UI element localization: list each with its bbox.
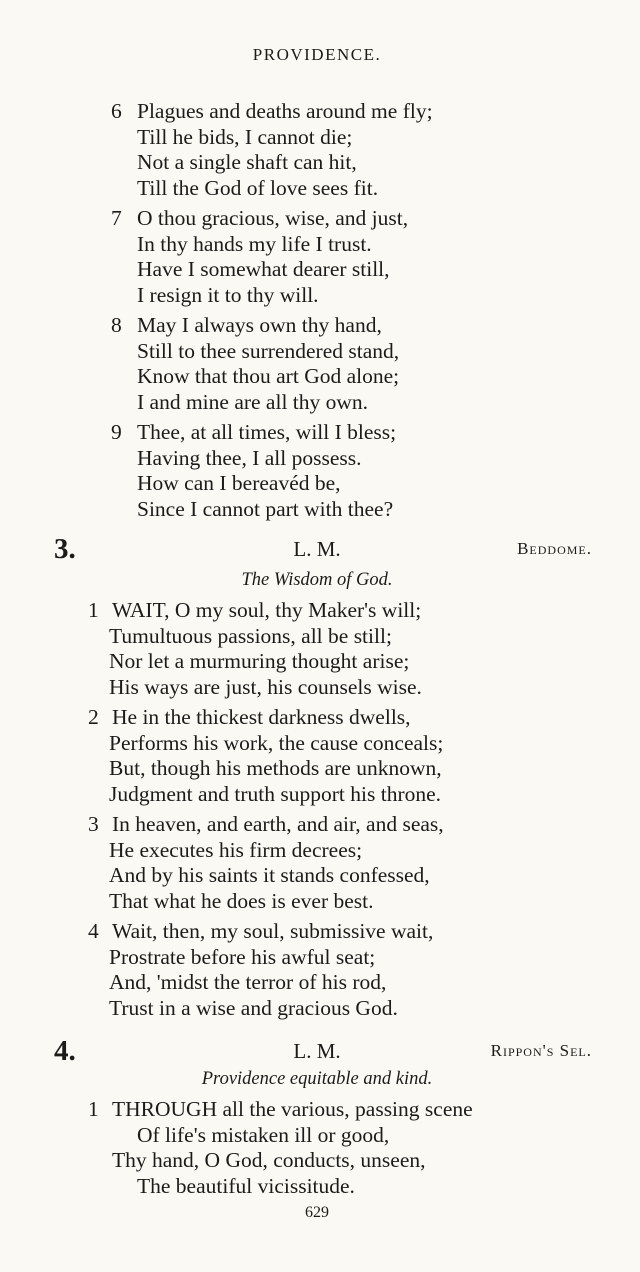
verse-line: May I always own thy hand, <box>137 313 382 337</box>
hymn-2-continuation <box>0 99 640 522</box>
verse-line: Have I somewhat dearer still, <box>137 257 390 281</box>
verse-line: Still to thee surrendered stand, <box>137 338 400 363</box>
verse-line: THROUGH all the various, passing scene <box>112 1097 473 1121</box>
stanza-number: 1 <box>88 1097 99 1121</box>
verse-line: He executes his firm decrees; <box>109 837 363 862</box>
verse-line: In thy hands my life I trust. <box>137 231 372 256</box>
verse-line: Since I cannot part with thee? <box>137 496 394 521</box>
hymn-author: Beddome. <box>517 539 592 558</box>
hymn-meter: L. M. <box>293 1039 341 1063</box>
verse-line: Till he bids, I cannot die; <box>137 124 353 149</box>
verse-line: How can I bereavéd be, <box>137 471 341 495</box>
hymn-4-body <box>0 1097 640 1199</box>
hymn-number: 3. <box>54 533 76 565</box>
hymn-title: Providence equitable and kind. <box>201 1069 433 1089</box>
verse-line: Nor let a murmuring thought arise; <box>109 649 410 673</box>
verse-line: Trust in a wise and gracious God. <box>109 995 398 1020</box>
stanza-number: 6 <box>111 99 122 123</box>
hymn-meter: L. M. <box>293 537 341 561</box>
verse-line: Tumultuous passions, all be still; <box>109 623 392 648</box>
stanza-number: 7 <box>111 206 122 230</box>
verse-line: And, 'midst the terror of his rod, <box>109 970 387 994</box>
page-number: 629 <box>305 1204 329 1221</box>
verse-line: But, though his methods are unknown, <box>109 756 442 780</box>
stanza-number: 3 <box>88 812 99 836</box>
verse-line: Thy hand, O God, conducts, unseen, <box>112 1148 426 1172</box>
verse-line: He in the thickest darkness dwells, <box>112 705 411 729</box>
stanza-number: 8 <box>111 313 122 337</box>
verse-line: Having thee, I all possess. <box>137 445 362 470</box>
verse-line: I and mine are all thy own. <box>137 389 369 414</box>
hymn-4-header <box>0 1035 640 1067</box>
stanza-number: 9 <box>111 420 122 444</box>
verse-line: Thee, at all times, will I bless; <box>137 420 397 444</box>
verse-line: Judgment and truth support his throne. <box>109 781 442 806</box>
stanza-9 <box>0 420 640 522</box>
stanza-number: 4 <box>88 919 99 943</box>
verse-line: Plagues and deaths around me fly; <box>137 99 433 123</box>
verse-line: Not a single shaft can hit, <box>137 150 357 174</box>
verse-line: And by his saints it stands confessed, <box>109 863 430 887</box>
running-head: PROVIDENCE. <box>252 45 382 64</box>
verse-line: Performs his work, the cause conceals; <box>109 730 444 755</box>
stanza-8 <box>0 313 640 415</box>
hymn-author: Rippon's Sel. <box>490 1041 592 1060</box>
stanza-1 <box>0 1097 640 1199</box>
verse-line: Till the God of love sees fit. <box>137 175 379 200</box>
stanza-6 <box>0 99 640 201</box>
stanza-3 <box>0 812 640 914</box>
verse-line: Know that thou art God alone; <box>137 364 400 388</box>
verse-line: Of life's mistaken ill or good, <box>137 1122 390 1147</box>
verse-line: I resign it to thy will. <box>137 282 319 307</box>
verse-line: Prostrate before his awful seat; <box>109 944 376 969</box>
stanza-4 <box>0 919 640 1021</box>
stanza-number: 1 <box>88 598 99 622</box>
hymn-title: The Wisdom of God. <box>241 570 393 590</box>
verse-line: O thou gracious, wise, and just, <box>137 206 409 230</box>
verse-line: WAIT, O my soul, thy Maker's will; <box>112 598 422 622</box>
verse-line: That what he does is ever best. <box>109 888 374 913</box>
hymn-3-body <box>0 598 640 1021</box>
verse-line: The beautiful vicissitude. <box>137 1173 355 1198</box>
stanza-number: 2 <box>88 705 99 729</box>
stanza-2 <box>0 705 640 807</box>
hymn-number: 4. <box>54 1035 76 1067</box>
stanza-7 <box>0 206 640 308</box>
verse-line: His ways are just, his counsels wise. <box>109 674 422 699</box>
hymn-3-header <box>0 533 640 565</box>
verse-line: In heaven, and earth, and air, and seas, <box>112 812 444 836</box>
stanza-1 <box>0 598 640 700</box>
verse-line: Wait, then, my soul, submissive wait, <box>112 919 434 943</box>
